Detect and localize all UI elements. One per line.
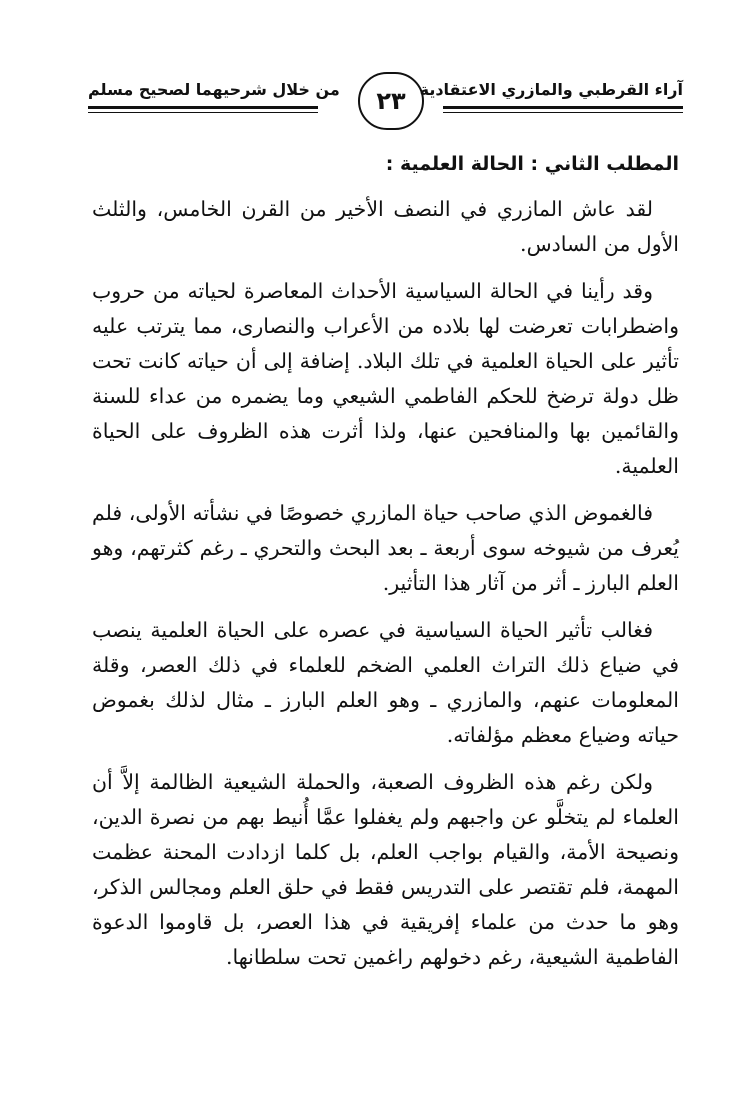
page-body [92, 150, 679, 987]
paragraph: ولكن رغم هذه الظروف الصعبة، والحملة الشيعية الظالمة إلاَّ أن العلماء لم يتخلَّو عن واجبهم ولم يغفلوا عمَّا أُنيط بهم من نصرة الدين، ونصيحة الأمة، والقيام بواجب العلم، بل كلما ازدادت المحنة عظمت المهمة، فلم تقتصر على التدريس فقط في حلق العلم ومجالس الذكر، وهو ما حدث من علماء إفريقية في هذا العصر، بل قاوموا الدعوة الفاطمية الشيعية، رغم دخولهم راغمين تحت سلطانها. [92, 770, 679, 969]
section-title: المطلب الثاني : الحالة العلمية : [385, 153, 679, 175]
header-rule-left-thin [88, 112, 318, 113]
page-number: ٢٣ [358, 72, 424, 130]
paragraph: لقد عاش المازري في النصف الأخير من القرن الخامس، والثلث الأول من السادس. [92, 197, 679, 256]
header-rule-right-thin [443, 112, 683, 113]
header-rule-left [88, 106, 318, 109]
paragraph: وقد رأينا في الحالة السياسية الأحداث المعاصرة لحياته من حروب واضطرابات تعرضت لها بلاده من الأعراب والنصارى، مما يترتب عليه تأثير على الحياة العلمية في تلك البلاد. إضافة إلى أن حياته كانت تحت ظل دولة ترضخ للحكم الفاطمي الشيعي وما يضمره من عداء للسنة والقائمين بها والمنافحين عنها، ولذا أثرت هذه الظروف على الحياة العلمية. [92, 279, 679, 478]
header-book-subtitle: من خلال شرحيهما لصحيح مسلم [88, 80, 340, 99]
paragraph: فغالب تأثير الحياة السياسية في عصره على الحياة العلمية ينصب في ضياع ذلك التراث العلمي الضخم للعلماء في ذلك العصر، وقلة المعلومات عنهم، والمازري ـ وهو العلم البارز ـ مثال لذلك بغموض حياته وضياع معظم مؤلفاته. [92, 618, 679, 747]
paragraph: فالغموض الذي صاحب حياة المازري خصوصًا في نشأته الأولى، فلم يُعرف من شيوخه سوى أربعة ـ بعد البحث والتحري ـ رغم كثرتهم، وهو العلم البارز ـ أثر من آثار هذا التأثير. [92, 501, 679, 595]
header-book-title: آراء القرطبي والمازري الاعتقادية [419, 80, 683, 99]
running-header [88, 70, 683, 132]
header-rule-right [443, 106, 683, 109]
